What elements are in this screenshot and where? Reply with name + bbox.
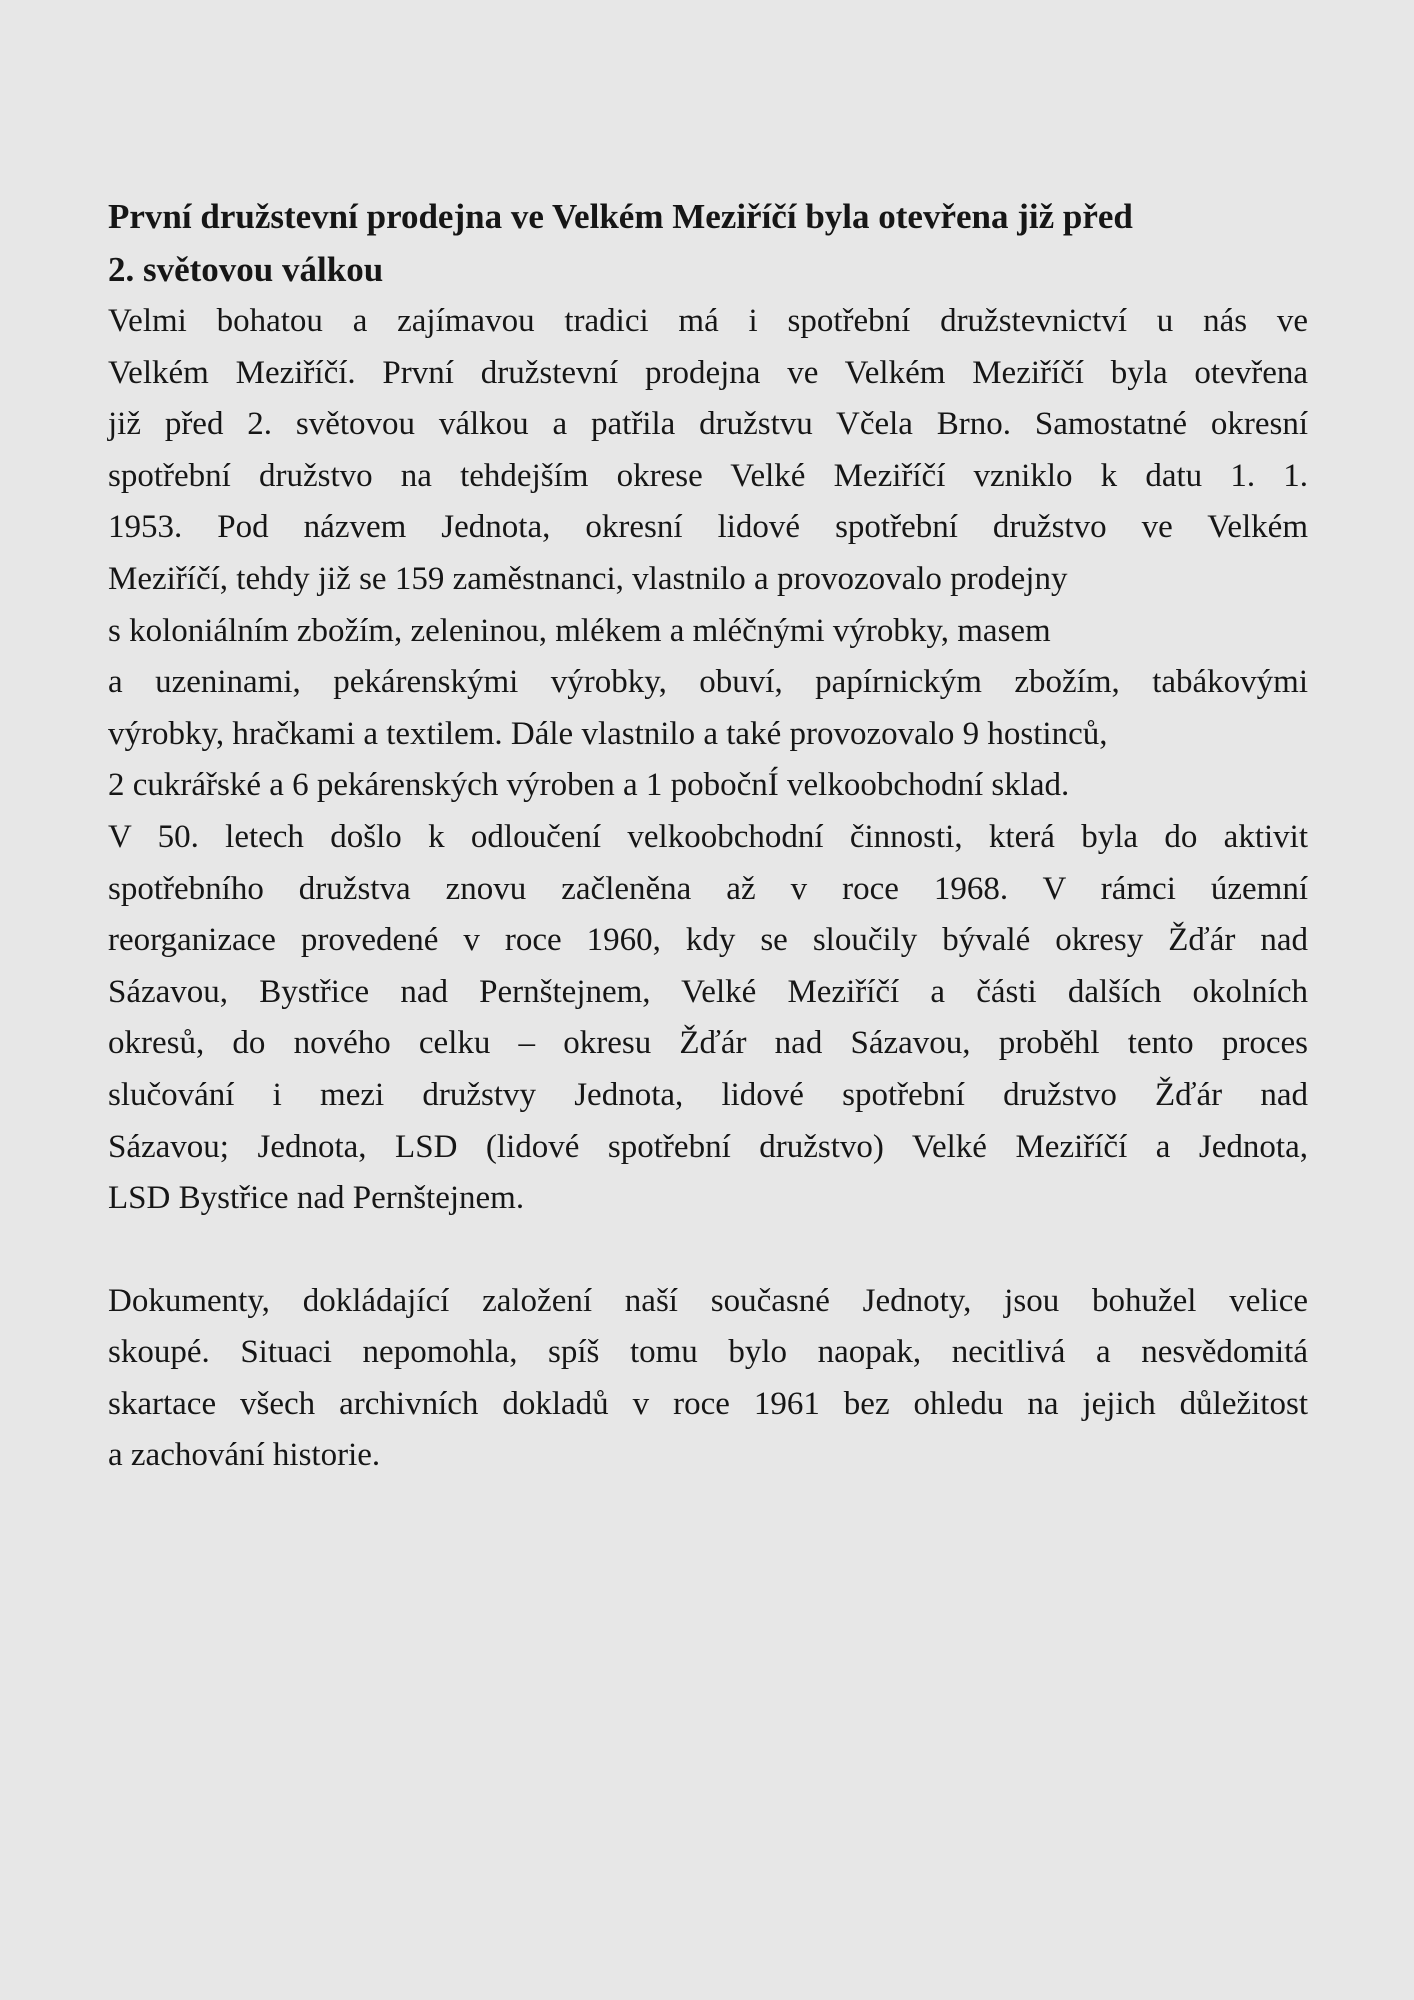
article-heading-line: 2. světovou válkou xyxy=(108,250,384,289)
paragraph-line: Dokumenty, dokládající založení naší současné Jednoty, jsou bohužel velice xyxy=(108,1282,1308,1319)
paragraph-line: spotřební družstvo na tehdejším okrese Velké Meziříčí vzniklo k datu 1. 1. xyxy=(108,457,1308,494)
article-paragraph-2 xyxy=(108,1276,1308,1482)
paragraph-line: V 50. letech došlo k odloučení velkoobchodní činnosti, která byla do aktivit xyxy=(108,818,1308,855)
document-page xyxy=(108,190,1308,1482)
paragraph-line: slučování i mezi družstvy Jednota, lidové spotřební družstvo Žďár nad xyxy=(108,1076,1308,1113)
article-heading xyxy=(108,190,1308,296)
article-paragraph-1 xyxy=(108,296,1308,1225)
paragraph-line: LSD Bystřice nad Pernštejnem. xyxy=(108,1180,525,1217)
paragraph-line: 2 cukrářské a 6 pekárenských výroben a 1 pobočnÍ velkoobchodní sklad. xyxy=(108,767,1070,804)
paragraph-line: s koloniálním zbožím, zeleninou, mlékem a mléčnými výrobky, masem xyxy=(108,612,1051,649)
paragraph-line: Sázavou; Jednota, LSD (lidové spotřební družstvo) Velké Meziříčí a Jednota, xyxy=(108,1128,1308,1165)
article-heading-line: První družstevní prodejna ve Velkém Meziříčí byla otevřena již před xyxy=(108,197,1133,236)
paragraph-line: Meziříčí, tehdy již se 159 zaměstnanci, vlastnilo a provozovalo prodejny xyxy=(108,560,1068,597)
paragraph-line: 1953. Pod názvem Jednota, okresní lidové spotřební družstvo ve Velkém xyxy=(108,509,1308,546)
paragraph-line: skoupé. Situaci nepomohla, spíš tomu bylo naopak, necitlivá a nesvědomitá xyxy=(108,1334,1308,1371)
paragraph-line: Velkém Meziříčí. První družstevní prodejna ve Velkém Meziříčí byla otevřena xyxy=(108,354,1308,391)
paragraph-line: spotřebního družstva znovu začleněna až v roce 1968. V rámci územní xyxy=(108,870,1308,907)
paragraph-line: reorganizace provedené v roce 1960, kdy se sloučily bývalé okresy Žďár nad xyxy=(108,922,1308,959)
paragraph-line: výrobky, hračkami a textilem. Dále vlastnilo a také provozovalo 9 hostinců, xyxy=(108,715,1108,752)
paragraph-line: Velmi bohatou a zajímavou tradici má i spotřební družstevnictví u nás ve xyxy=(108,303,1308,339)
paragraph-line: skartace všech archivních dokladů v roce 1961 bez ohledu na jejich důležitost xyxy=(108,1385,1308,1422)
paragraph-line: Sázavou, Bystřice nad Pernštejnem, Velké Meziříčí a části dalších okolních xyxy=(108,973,1308,1010)
paragraph-line: okresů, do nového celku – okresu Žďár nad Sázavou, proběhl tento proces xyxy=(108,1025,1308,1062)
paragraph-line: a uzeninami, pekárenskými výrobky, obuví, papírnickým zbožím, tabákovými xyxy=(108,664,1308,701)
paragraph-line: již před 2. světovou válkou a patřila družstvu Včela Brno. Samostatné okresní xyxy=(108,406,1308,443)
paragraph-line: a zachování historie. xyxy=(108,1437,381,1474)
